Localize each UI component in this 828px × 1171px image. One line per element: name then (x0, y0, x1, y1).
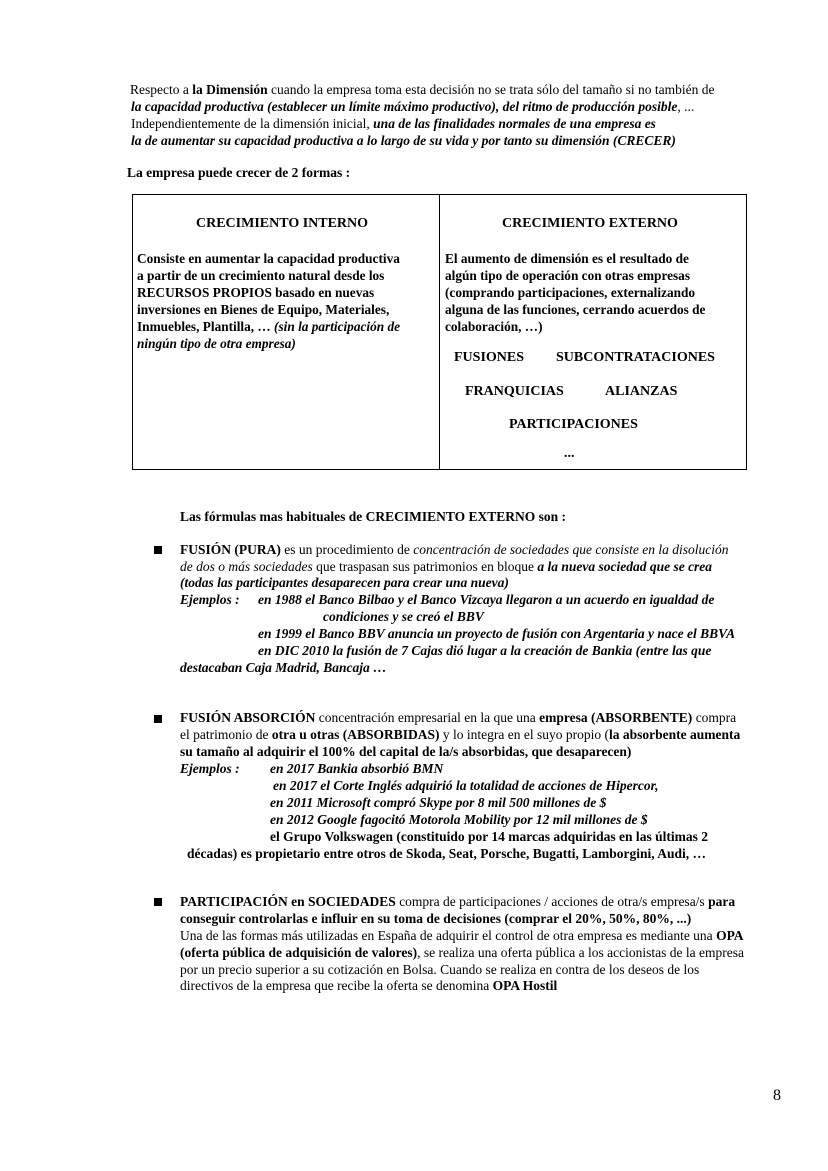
fusion-pura-example-3b: destacaban Caja Madrid, Bancaja … (180, 660, 387, 675)
participacion-line-5: por un precio superior a su cotización en Bolsa. Cuando se realiza en contra de los deseos de los (180, 962, 700, 977)
fusion-absorcion-example-5a: el Grupo Volkswagen (constituido por 14 marcas adquiridas en las últimas 2 (270, 829, 708, 844)
bullet-square-icon (154, 715, 162, 723)
participacion-line-1: PARTICIPACIÓN en SOCIEDADES compra de participaciones / acciones de otra/s empresa/s para (180, 894, 736, 909)
formulas-heading: Las fórmulas mas habituales de CRECIMIENTO EXTERNO son : (180, 509, 567, 524)
fusion-absorcion-example-5b: décadas) es propietario entre otros de Skoda, Seat, Porsche, Bugatti, Lamborgini, Audi, … (187, 846, 707, 861)
dimension-term: la Dimensión (192, 82, 268, 97)
kw-fusiones: FUSIONES (454, 350, 525, 365)
fusion-pura-example-3a: en DIC 2010 la fusión de 7 Cajas dió lugar a la creación de Bankia (entre las que (258, 643, 712, 658)
forms-heading: La empresa puede crecer de 2 formas : (127, 165, 351, 180)
intro-line-4: la de aumentar su capacidad productiva a lo largo de su vida y por tanto su dimensión (CRECER) (131, 133, 676, 148)
fusion-absorcion-title: FUSIÓN ABSORCIÓN (180, 710, 316, 725)
fusion-pura-examples-label: Ejemplos : (180, 592, 240, 607)
bullet-square-icon (154, 898, 162, 906)
internal-growth-text: Consiste en aumentar la capacidad productiva a partir de un crecimiento natural desde los RECURSOS PROPIOS basado en nuevas inversiones en Bienes de Equipo, Materiales, Inmuebles, Plantilla, … (sin la participación de ningún tipo de otra empresa) (137, 251, 400, 351)
page-number: 8 (773, 1087, 781, 1104)
fusion-absorcion-example-4: en 2012 Google fagocitó Motorola Mobility por 12 mil millones de $ (270, 812, 648, 827)
table-divider (439, 195, 440, 469)
fusion-pura-line-2: de dos o más sociedades que traspasan sus patrimonios en bloque a la nueva sociedad que se crea (180, 559, 713, 574)
fusion-pura-line-3: (todas las participantes desaparecen para crear una nueva) (180, 575, 509, 590)
external-growth-title: CRECIMIENTO EXTERNO (502, 216, 678, 231)
kw-franquicias: FRANQUICIAS (465, 384, 564, 399)
growth-table (132, 194, 747, 470)
participacion-line-6: directivos de la empresa que recibe la oferta se denomina OPA Hostil (180, 978, 558, 993)
fusion-pura-example-1a: en 1988 el Banco Bilbao y el Banco Vizcaya llegaron a un acuerdo en igualdad de (258, 592, 715, 607)
external-growth-text: El aumento de dimensión es el resultado de algún tipo de operación con otras empresas (comprando participaciones, externalizando alguna de las funciones, cerrando acuerdos de colaboración, …) (445, 251, 706, 334)
fusion-pura-title: FUSIÓN (PURA) (180, 542, 281, 557)
kw-participaciones: PARTICIPACIONES (509, 417, 638, 432)
fusion-pura-line-1: FUSIÓN (PURA) es un procedimiento de concentración de sociedades que consiste en la disolución (180, 542, 729, 557)
fusion-absorcion-example-2: en 2017 el Corte Inglés adquirió la totalidad de acciones de Hipercor, (273, 778, 659, 793)
intro-line-2: la capacidad productiva (establecer un límite máximo productivo), del ritmo de producción posible, ... (131, 99, 695, 114)
fusion-absorcion-example-3: en 2011 Microsoft compró Skype por 8 mil 500 millones de $ (270, 795, 607, 810)
participacion-line-2: conseguir controlarlas e influir en su toma de decisiones (comprar el 20%, 50%, 80%, ...) (180, 911, 692, 926)
fusion-absorcion-example-1: en 2017 Bankia absorbió BMN (270, 761, 444, 776)
intro-line-3: Independientemente de la dimensión inicial, una de las finalidades normales de una empresa es (131, 116, 656, 131)
fusion-pura-example-1b: condiciones y se creó el BBV (323, 609, 484, 624)
participacion-title: PARTICIPACIÓN en SOCIEDADES (180, 894, 396, 909)
bullet-square-icon (154, 546, 162, 554)
fusion-absorcion-examples-label: Ejemplos : (180, 761, 240, 776)
kw-subcontrataciones: SUBCONTRATACIONES (556, 350, 715, 365)
fusion-absorcion-line-3: su tamaño al adquirir el 100% del capital de la/s absorbidas, que desaparecen) (180, 744, 632, 759)
intro-line-1: Respecto a la Dimensión cuando la empresa toma esta decisión no se trata sólo del tamaño si no también de (130, 82, 715, 97)
fusion-absorcion-line-2: el patrimonio de otra u otras (ABSORBIDAS) y lo integra en el suyo propio (la absorbente aumenta (180, 727, 741, 742)
participacion-line-3: Una de las formas más utilizadas en España de adquirir el control de otra empresa es mediante una OPA (180, 928, 744, 943)
fusion-pura-example-2: en 1999 el Banco BBV anuncia un proyecto de fusión con Argentaria y nace el BBVA (258, 626, 736, 641)
kw-alianzas: ALIANZAS (605, 384, 678, 399)
participacion-line-4: (oferta pública de adquisición de valores), se realiza una oferta pública a los accionistas de la empresa (180, 945, 744, 960)
fusion-absorcion-line-1: FUSIÓN ABSORCIÓN concentración empresarial en la que una empresa (ABSORBENTE) compra (180, 710, 737, 725)
internal-growth-title: CRECIMIENTO INTERNO (196, 216, 369, 231)
kw-ellipsis: ... (564, 446, 575, 461)
